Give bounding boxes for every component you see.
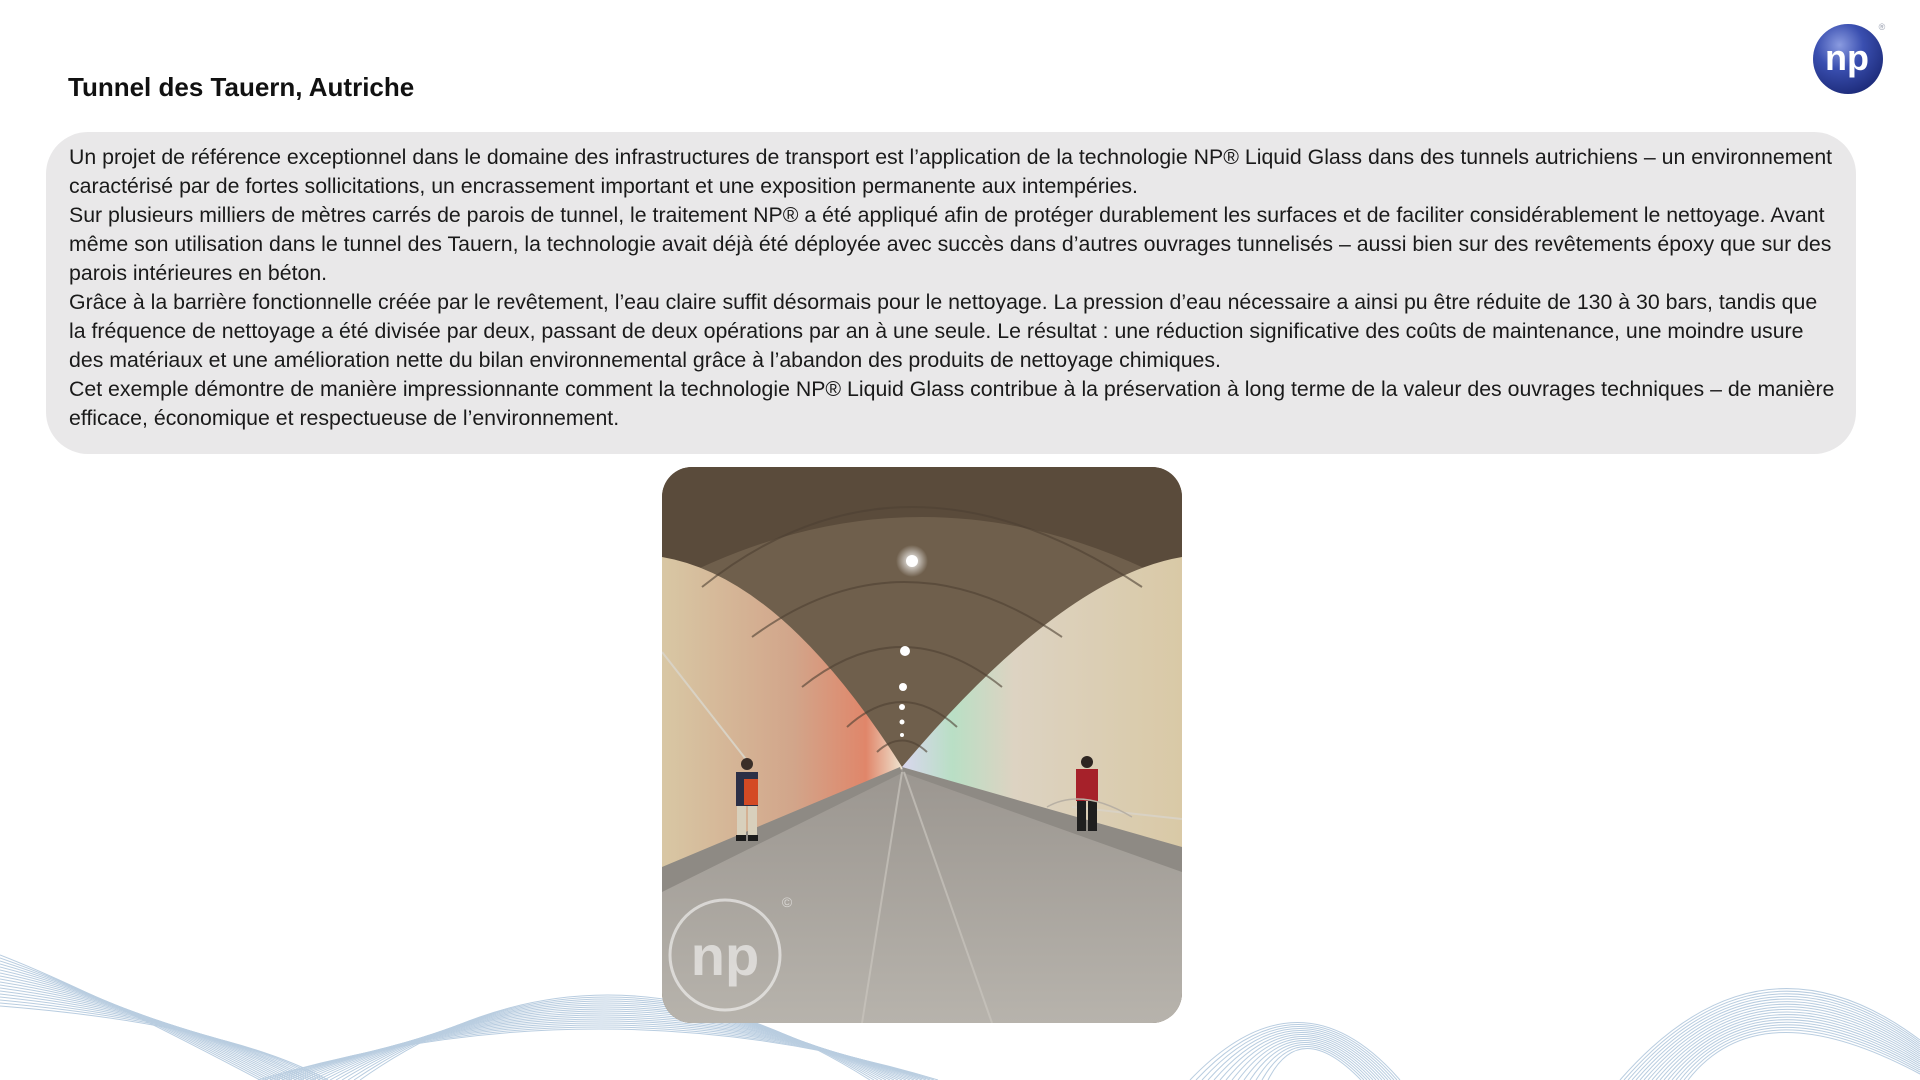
paragraph-treatment: Sur plusieurs milliers de mètres carrés de parois de tunnel, le traitement NP® a été appliqué afin de protéger durablement les surfaces et de faciliter considérablement le nettoyage. Avant même son utilisation dans le tunnel des Tauern, la technologie avait déjà été déployée avec succès dans d’autres ouvrages tunnelisés – aussi bien sur des revêtements époxy que sur des parois intérieures en béton. bbox=[69, 203, 1832, 285]
page-title: Tunnel des Tauern, Autriche bbox=[68, 72, 415, 102]
np-logo bbox=[1812, 22, 1886, 96]
svg-text:©: © bbox=[781, 894, 793, 910]
paragraph-conclusion: Cet exemple démontre de manière impressionnante comment la technologie NP® Liquid Glass contribue à la préservation à long terme de la valeur des ouvrages techniques – de manière efficace, économique et respectueuse de l’environnement. bbox=[69, 377, 1835, 430]
svg-text:np: np bbox=[690, 924, 760, 987]
tunnel-photo bbox=[662, 467, 1182, 1023]
paragraph-intro: Un projet de référence exceptionnel dans le domaine des infrastructures de transport est l’application de la technologie NP® Liquid Glass dans des tunnels autrichiens – un environnement caractérisé par de fortes sollicitations, un encrassement important et une exposition permanente aux intempéries. bbox=[69, 145, 1833, 198]
paragraph-results: Grâce à la barrière fonctionnelle créée par le revêtement, l’eau claire suffit désormais pour le nettoyage. La pression d’eau nécessaire a ainsi pu être réduite de 130 à 30 bars, tandis que la fréquence de nettoyage a été divisée par deux, passant de deux opérations par an à une seule. Le résultat : une réduction significative des coûts de maintenance, une moindre usure des matériaux et une amélioration nette du bilan environnemental grâce à l’abandon des produits de nettoyage chimiques. bbox=[69, 290, 1818, 372]
svg-text:®: ® bbox=[1878, 22, 1886, 32]
svg-text:np: np bbox=[1825, 37, 1869, 78]
description-box bbox=[46, 132, 1856, 454]
